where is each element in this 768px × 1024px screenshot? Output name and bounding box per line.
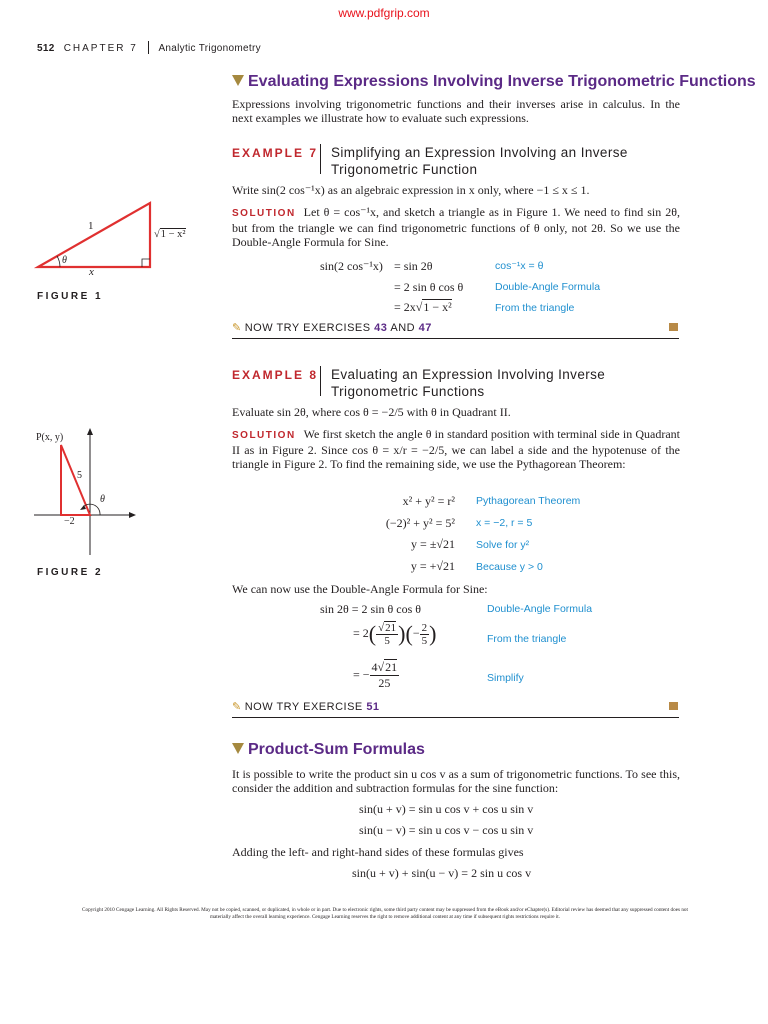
example-8-title-line-2: Trigonometric Functions (331, 384, 485, 399)
equation-step-1: = sin 2θ (394, 259, 433, 273)
pyth-note-1: Pythagorean Theorem (476, 495, 581, 507)
figure-2-diagram (28, 425, 138, 560)
figure-1-adjacent-label: x (89, 266, 94, 278)
pyth-note-3: Solve for y² (476, 539, 530, 551)
example-8-problem: Evaluate sin 2θ, where cos θ = −2/5 with θ in Quadrant II. (232, 405, 511, 419)
pyth-note-4: Because y > 0 (476, 561, 543, 573)
example-8-divider (320, 366, 321, 396)
formula-product-sum: sin(u + v) + sin(u − v) = 2 sin u cos v (352, 866, 532, 880)
solution-text: We first sketch the angle θ in standard position with terminal side in Quadrant II as in Figure 2. Since cos θ = x/r = −2/5, we can label a side and the hypotenuse of the triangle in Figure 2. To find the remaining side, we use the Pythagorean Theorem: (232, 427, 680, 471)
pyth-row-1: x² + y² = r² (402, 494, 455, 508)
chapter-label: CHAPTER 7 (63, 43, 138, 54)
pyth-row-3: y = ±√21 (411, 537, 455, 551)
figure-1-hypotenuse-label: 1 (88, 220, 94, 232)
header-divider (148, 41, 149, 54)
example-7-label: EXAMPLE 7 (232, 146, 319, 160)
watermark[interactable]: www.pdfgrip.com (338, 6, 430, 20)
equation-step-3-prefix: = 2x (394, 300, 416, 314)
equation-step-3-radicand: 1 − x² (423, 300, 452, 314)
equation-note-2: Double-Angle Formula (495, 281, 601, 293)
figure-2-label: FIGURE 2 (37, 567, 104, 578)
solution-label: SOLUTION (232, 430, 296, 441)
example-7-title-line-2: Trigonometric Function (331, 162, 478, 177)
running-header (37, 41, 261, 54)
section-title (232, 741, 425, 759)
y-axis-arrow-icon (87, 428, 93, 435)
solution-text: Let θ = cos⁻¹x, and sketch a triangle as in Figure 1. We need to find sin 2θ, but from the triangle we can find trigonometric functions of θ only, not 2θ. So we use the Double-Angle Formula for Sine. (232, 205, 680, 249)
pencil-icon: ✎ (232, 322, 242, 334)
figure-1-opposite-label: √1 − x² (154, 229, 186, 240)
adding-text: Adding the left- and right-hand sides of these formulas gives (232, 845, 524, 859)
figure-2-point-label: P(x, y) (36, 432, 64, 443)
section-title (232, 73, 756, 91)
example-7-title (331, 144, 628, 178)
now-try-label: NOW TRY EXERCISE (244, 701, 363, 713)
double-angle-intro: We can now use the Double-Angle Formula for Sine: (232, 582, 488, 596)
double-angle-row-2: = 2( $\frac{√21}{5}$ )(− $\frac{2}{5}$ ) (353, 621, 437, 647)
section-marker-icon (232, 743, 244, 754)
pyth-row-4: y = +√21 (410, 559, 455, 573)
pyth-note-2: x = −2, r = 5 (476, 517, 533, 529)
pyth-row-2: (−2)² + y² = 5² (385, 516, 455, 530)
exercise-51-link[interactable]: 51 (366, 701, 380, 713)
double-angle-row-1: sin 2θ = 2 sin θ cos θ (320, 602, 422, 616)
section-title-text: Evaluating Expressions Involving Inverse Trigonometric Functions (248, 73, 756, 90)
equation-step-3: = 2x√1 − x² (394, 300, 452, 314)
figure-1-triangle (30, 195, 200, 285)
now-try-exercise-51[interactable] (232, 700, 380, 713)
figure-1-radicand: 1 − x² (160, 229, 186, 240)
figure-1-label: FIGURE 1 (37, 291, 104, 302)
equation-note-1: cos⁻¹x = θ (495, 260, 544, 272)
double-angle-note-1: Double-Angle Formula (487, 603, 593, 615)
equation-lhs: sin(2 cos⁻¹x) (320, 259, 383, 273)
double-angle-row-3: = − $\frac{4√21}{25}$ (353, 660, 398, 690)
section-intro: Expressions involving trigonometric functions and their inverses arise in calculus. In the next examples we illustrate how to evaluate such expressions. (232, 97, 680, 125)
equation-note-3: From the triangle (495, 302, 575, 314)
x-axis-arrow-icon (129, 512, 136, 518)
solution-label: SOLUTION (232, 208, 296, 219)
copyright-notice: Copyright 2010 Cengage Learning. All Rights Reserved. May not be copied, scanned, or duplicated, in whole or in part. Due to electronic rights, some third party content may be suppressed from the eBook and/or eChapter(s). Editorial review has deemed that any suppressed content does not materially affect the overall learning experience. Cengage Learning reserves the right to remove additional content at any time if subsequent rights restrictions require it. (82, 907, 688, 920)
formula-sine-addition: sin(u + v) = sin u cos v + cos u sin v (359, 802, 534, 816)
double-angle-note-2: From the triangle (487, 633, 567, 645)
exercise-47-link[interactable]: 47 (418, 322, 432, 334)
example-8-title-line-1: Evaluating an Expression Involving Inverse (331, 367, 606, 382)
example-7-problem: Write sin(2 cos⁻¹x) as an algebraic expression in x only, where −1 ≤ x ≤ 1. (232, 183, 590, 197)
now-try-exercises-43-47[interactable] (232, 321, 432, 334)
example-8-label: EXAMPLE 8 (232, 368, 319, 382)
pencil-icon: ✎ (232, 701, 242, 713)
section-title-text: Product-Sum Formulas (248, 741, 425, 758)
right-angle-mark (142, 259, 150, 267)
example-7-solution (232, 205, 680, 249)
section-marker-icon (232, 75, 244, 86)
now-try-and: AND (390, 322, 416, 334)
example-7-rule (232, 338, 679, 339)
example-8-rule (232, 717, 679, 718)
example-end-marker (669, 702, 678, 710)
section-2-intro: It is possible to write the product sin u cos v as a sum of trigonometric functions. To see this, consider the addition and subtraction formulas for the sine function: (232, 767, 680, 795)
now-try-label: NOW TRY EXERCISES (244, 322, 371, 334)
double-angle-note-3: Simplify (487, 672, 524, 684)
example-8-title (331, 366, 605, 400)
example-7-divider (320, 144, 321, 174)
figure-2-adjacent-label: −2 (64, 516, 75, 527)
equation-step-2: = 2 sin θ cos θ (394, 280, 464, 294)
example-end-marker (669, 323, 678, 331)
figure-2-angle-label: θ (100, 494, 105, 505)
page-number: 512 (37, 43, 55, 54)
figure-1-angle-label: θ (62, 255, 67, 266)
angle-arc (57, 256, 60, 267)
triangle-shape (38, 203, 150, 267)
formula-sine-subtraction: sin(u − v) = sin u cos v − cos u sin v (359, 823, 534, 837)
chapter-title: Analytic Trigonometry (158, 43, 261, 54)
example-8-solution (232, 427, 680, 471)
quadrant-2-triangle (61, 445, 90, 515)
exercise-43-link[interactable]: 43 (374, 322, 388, 334)
example-7-title-line-1: Simplifying an Expression Involving an Inverse (331, 145, 628, 160)
figure-2-hypotenuse-label: 5 (77, 470, 82, 481)
